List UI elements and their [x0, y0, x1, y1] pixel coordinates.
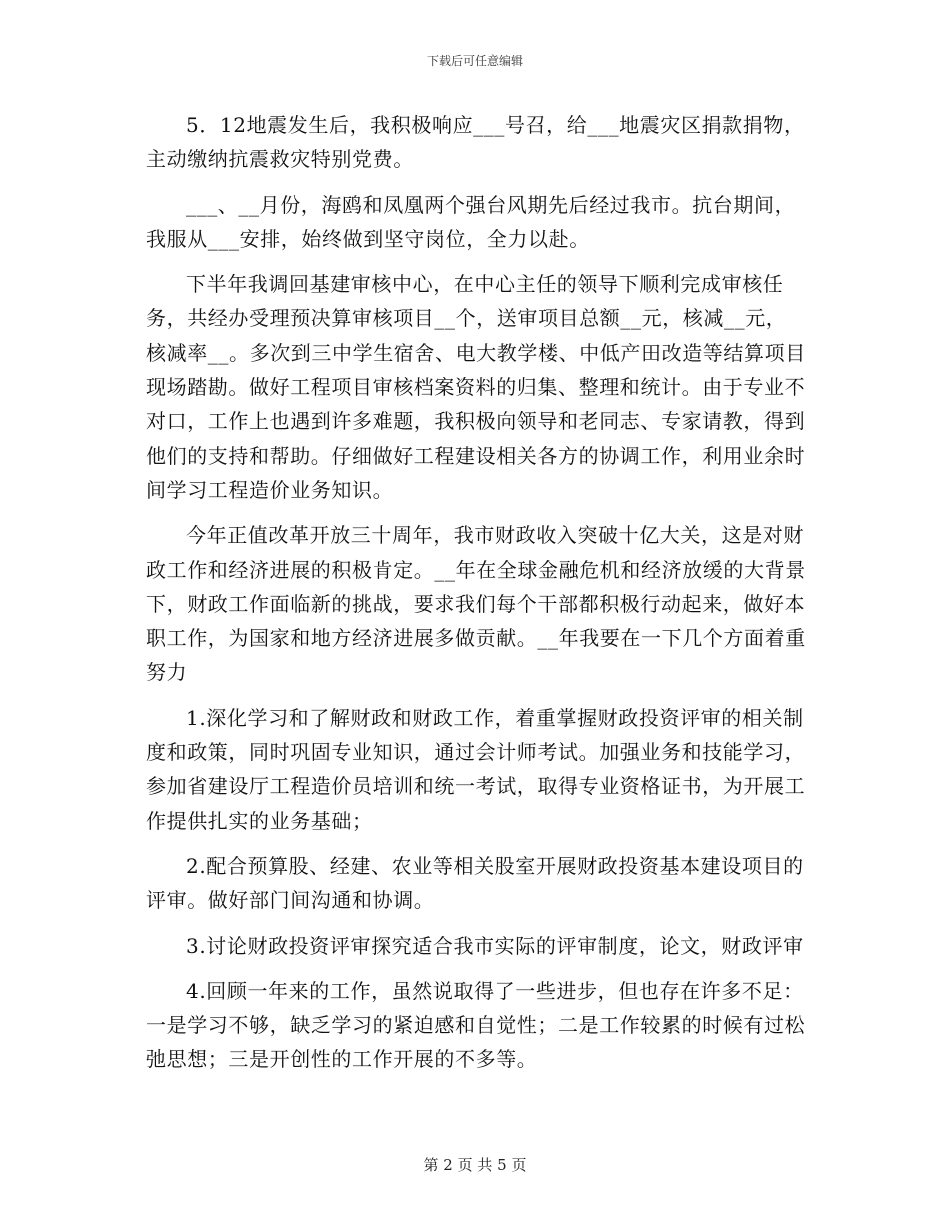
document-body	[146, 108, 806, 1077]
paragraph: 3.讨论财政投资评审探究适合我市实际的评审制度，论文，财政评审	[186, 933, 804, 958]
page-footer: 第 2 页 共 5 页	[423, 1156, 527, 1174]
paragraph: 今年正值改革开放三十周年，我市财政收入突破十亿大关，这是对财政工作和经济进展的积极肯定。__年在全球金融危机和经济放缓的大背景下，财政工作面临新的挑战，要求我们每个干部都积极行动起来，做好本职工作，为国家和地方经济进展多做贡献。__年我要在一下几个方面着重努力	[146, 523, 806, 685]
paragraph: 4.回顾一年来的工作，虽然说取得了一些进步，但也存在许多不足：一是学习不够，缺乏学习的紧迫感和自觉性；二是工作较累的时候有过松弛思想；三是开创性的工作开展的不多等。	[146, 978, 806, 1072]
paragraph: 2.配合预算股、经建、农业等相关股室开展财政投资基本建设项目的评审。做好部门间沟通和协调。	[146, 853, 804, 913]
paragraph: 下半年我调回基建审核中心，在中心主任的领导下顺利完成审核任务，共经办受理预决算审核项目__个，送审项目总额__元，核减__元，核减率__。多次到三中学生宿舍、电大教学楼、中低产田改造等结算项目现场踏勘。做好工程项目审核档案资料的归集、整理和统计。由于专业不对口，工作上也遇到许多难题，我积极向领导和老同志、专家请教，得到他们的支持和帮助。仔细做好工程建设相关各方的协调工作，利用业余时间学习工程造价业务知识。	[146, 272, 806, 502]
paragraph: 5．12地震发生后，我积极响应___号召，给___地震灾区捐款捐物，主动缴纳抗震救灾特别党费。	[146, 113, 805, 172]
paragraph: ___、__月份，海鸥和凤凰两个强台风期先后经过我市。抗台期间，我服从___安排，始终做到坚守岗位，全力以赴。	[146, 192, 796, 251]
paragraph: 1.深化学习和了解财政和财政工作，着重掌握财政投资评审的相关制度和政策，同时巩固专业知识，通过会计师考试。加强业务和技能学习，参加省建设厅工程造价员培训和统一考试，取得专业资格证书，为开展工作提供扎实的业务基础；	[146, 705, 806, 833]
page-header: 下载后可任意编辑	[426, 54, 523, 68]
